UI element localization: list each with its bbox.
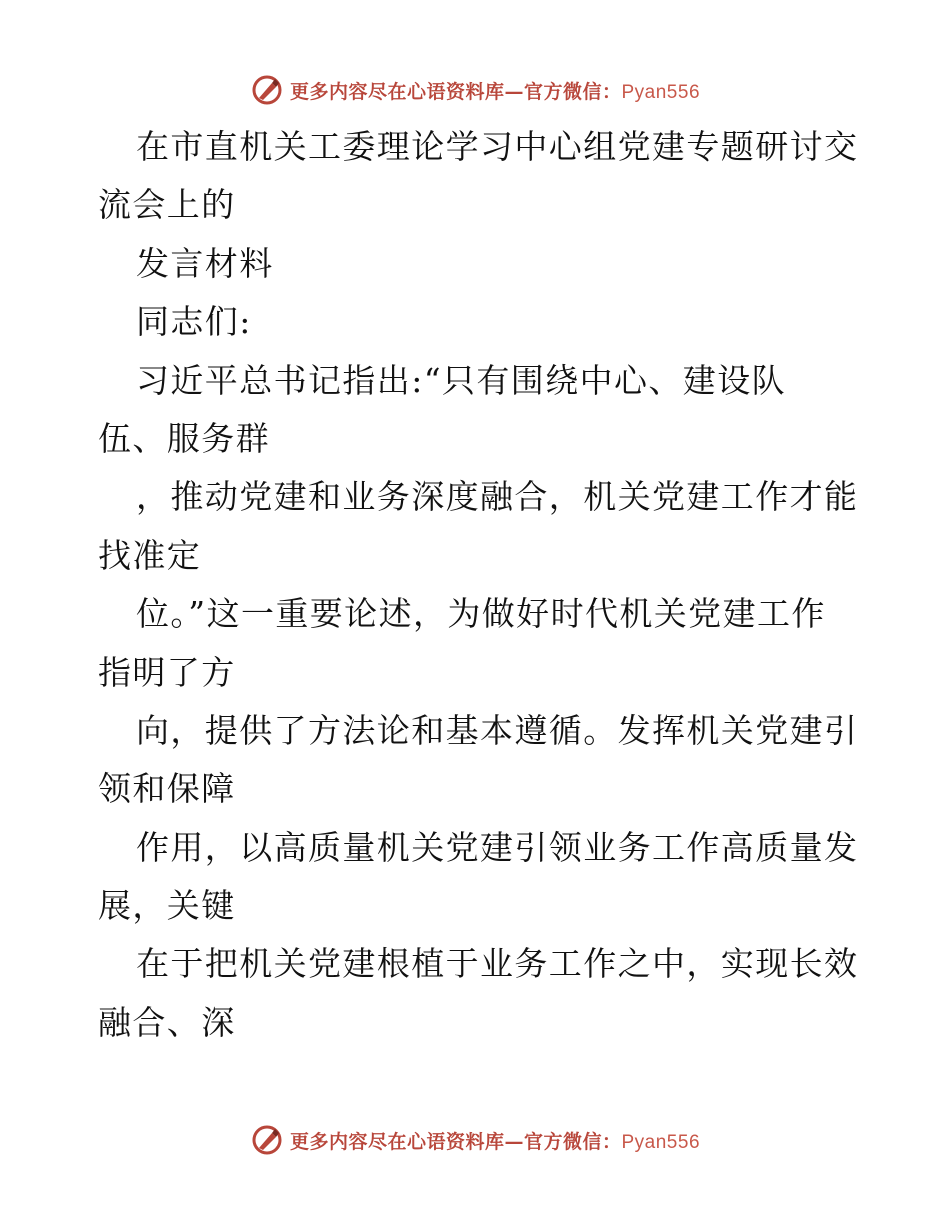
document-line: 领和保障 [98, 769, 236, 809]
document-line: 找准定 [98, 535, 202, 575]
document-body [98, 118, 858, 1052]
document-line: 展，关键 [98, 886, 236, 926]
document-line: 习近平总书记指出:“只有围绕中心、建设队 [136, 360, 786, 400]
document-line: 融合、深 [98, 1002, 236, 1042]
document-line: 发言材料 [136, 243, 274, 283]
footer-banner-text [290, 1127, 700, 1154]
document-line: 在市直机关工委理论学习中心组党建专题研讨交 [136, 127, 859, 166]
document-line: 向，提供了方法论和基本遵循。发挥机关党建引 [136, 710, 859, 750]
footer-watermark-banner [0, 1120, 950, 1160]
document-line: 伍、服务群 [98, 418, 270, 458]
pen-logo-icon [250, 1123, 284, 1157]
header-banner-text [290, 77, 700, 104]
pen-logo-icon [250, 73, 284, 107]
document-line: 位。”这一重要论述，为做好时代机关党建工作 [136, 594, 826, 634]
document-line: 同志们: [136, 302, 252, 342]
document-line: 流会上的 [98, 185, 236, 225]
header-banner-label: 更多内容尽在心语资料库—官方微信： [289, 80, 622, 103]
header-banner-handle: Pyan556 [621, 81, 701, 103]
document-line: 指明了方 [98, 652, 236, 692]
footer-banner-label: 更多内容尽在心语资料库—官方微信： [289, 1130, 622, 1153]
document-line: 作用，以高质量机关党建引领业务工作高质量发 [136, 827, 859, 867]
document-line: 在于把机关党建根植于业务工作之中，实现长效 [136, 944, 859, 984]
document-line: ，推动党建和业务深度融合，机关党建工作才能 [136, 477, 859, 517]
footer-banner-handle: Pyan556 [621, 1131, 701, 1153]
header-watermark-banner [0, 70, 950, 110]
